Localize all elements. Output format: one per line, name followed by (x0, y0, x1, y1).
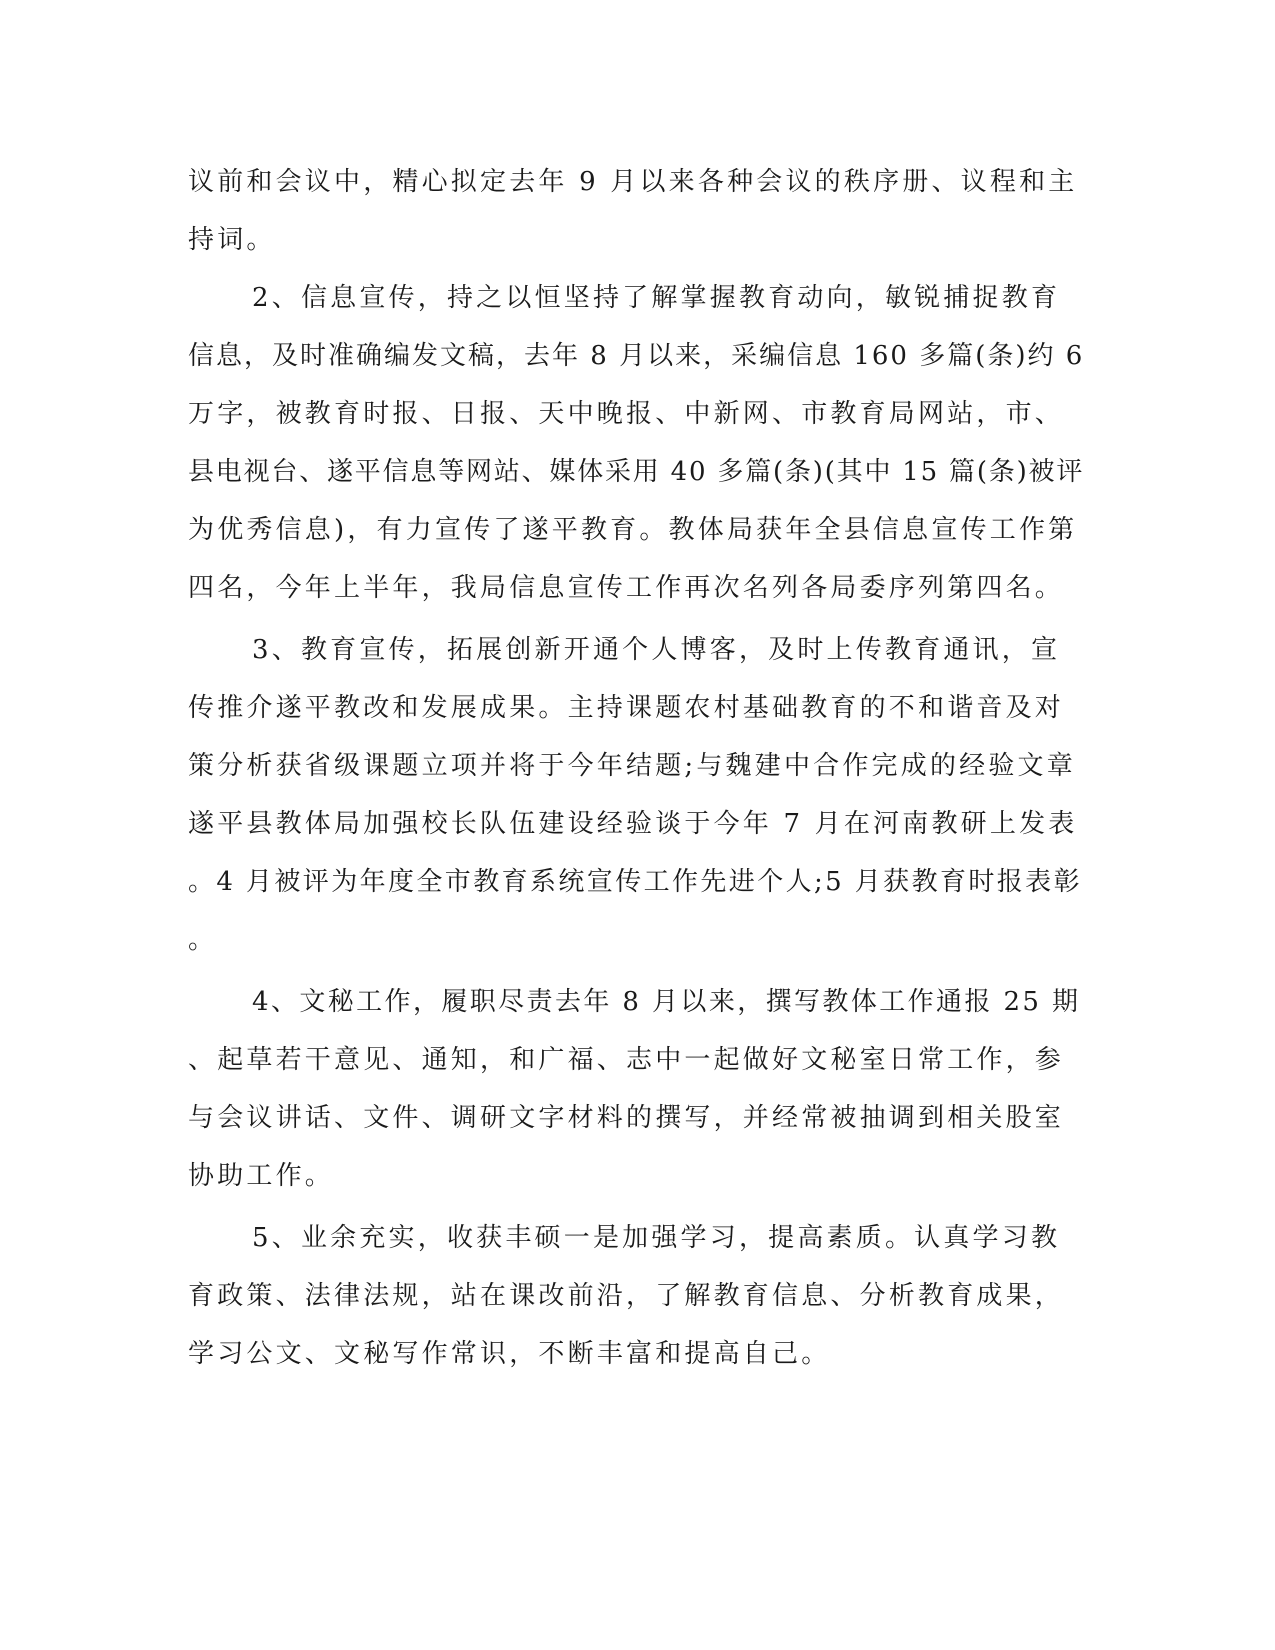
text-line: 议前和会议中，精心拟定去年 9 月以来各种会议的秩序册、议程和主 (188, 167, 1078, 197)
text-line: 四名，今年上半年，我局信息宣传工作再次名列各局委序列第四名。 (188, 573, 1065, 603)
text-line: 学习公文、文秘写作常识，不断丰富和提高自己。 (188, 1339, 831, 1369)
text-line: 为优秀信息)，有力宣传了遂平教育。教体局获年全县信息宣传工作第 (188, 515, 1078, 545)
text-line: 、起草若干意见、通知，和广福、志中一起做好文秘室日常工作，参 (188, 1045, 1065, 1075)
text-line: 遂平县教体局加强校长队伍建设经验谈于今年 7 月在河南教研上发表 (188, 809, 1078, 839)
text-line: 万字，被教育时报、日报、天中晚报、中新网、市教育局网站，市、 (188, 399, 1065, 429)
text-line: 协助工作。 (188, 1161, 335, 1191)
paragraph-start-line: 2、信息宣传，持之以恒坚持了解掌握教育动向，敏锐捕捉教育 (252, 283, 1061, 313)
text-line: 策分析获省级课题立项并将于今年结题;与魏建中合作完成的经验文章 (188, 751, 1076, 781)
paragraph-start-line: 5、业余充实，收获丰硕一是加强学习，提高素质。认真学习教 (252, 1223, 1061, 1253)
text-line: 传推介遂平教改和发展成果。主持课题农村基础教育的不和谐音及对 (188, 693, 1065, 723)
text-line: 。 (188, 925, 218, 955)
text-line: 信息，及时准确编发文稿，去年 8 月以来，采编信息 160 多篇(条)约 6 (188, 341, 1085, 371)
text-line: 与会议讲话、文件、调研文字材料的撰写，并经常被抽调到相关股室 (188, 1103, 1065, 1133)
paragraph-start-line: 4、文秘工作，履职尽责去年 8 月以来，撰写教体工作通报 25 期 (252, 987, 1081, 1017)
text-line: 。4 月被评为年度全市教育系统宣传工作先进个人;5 月获教育时报表彰 (188, 867, 1082, 897)
text-line: 县电视台、遂平信息等网站、媒体采用 40 多篇(条)(其中 15 篇(条)被评 (188, 457, 1085, 487)
paragraph-start-line: 3、教育宣传，拓展创新开通个人博客，及时上传教育通讯，宣 (252, 635, 1061, 665)
text-line: 育政策、法律法规，站在课改前沿，了解教育信息、分析教育成果， (188, 1281, 1065, 1311)
text-line: 持词。 (188, 225, 276, 255)
